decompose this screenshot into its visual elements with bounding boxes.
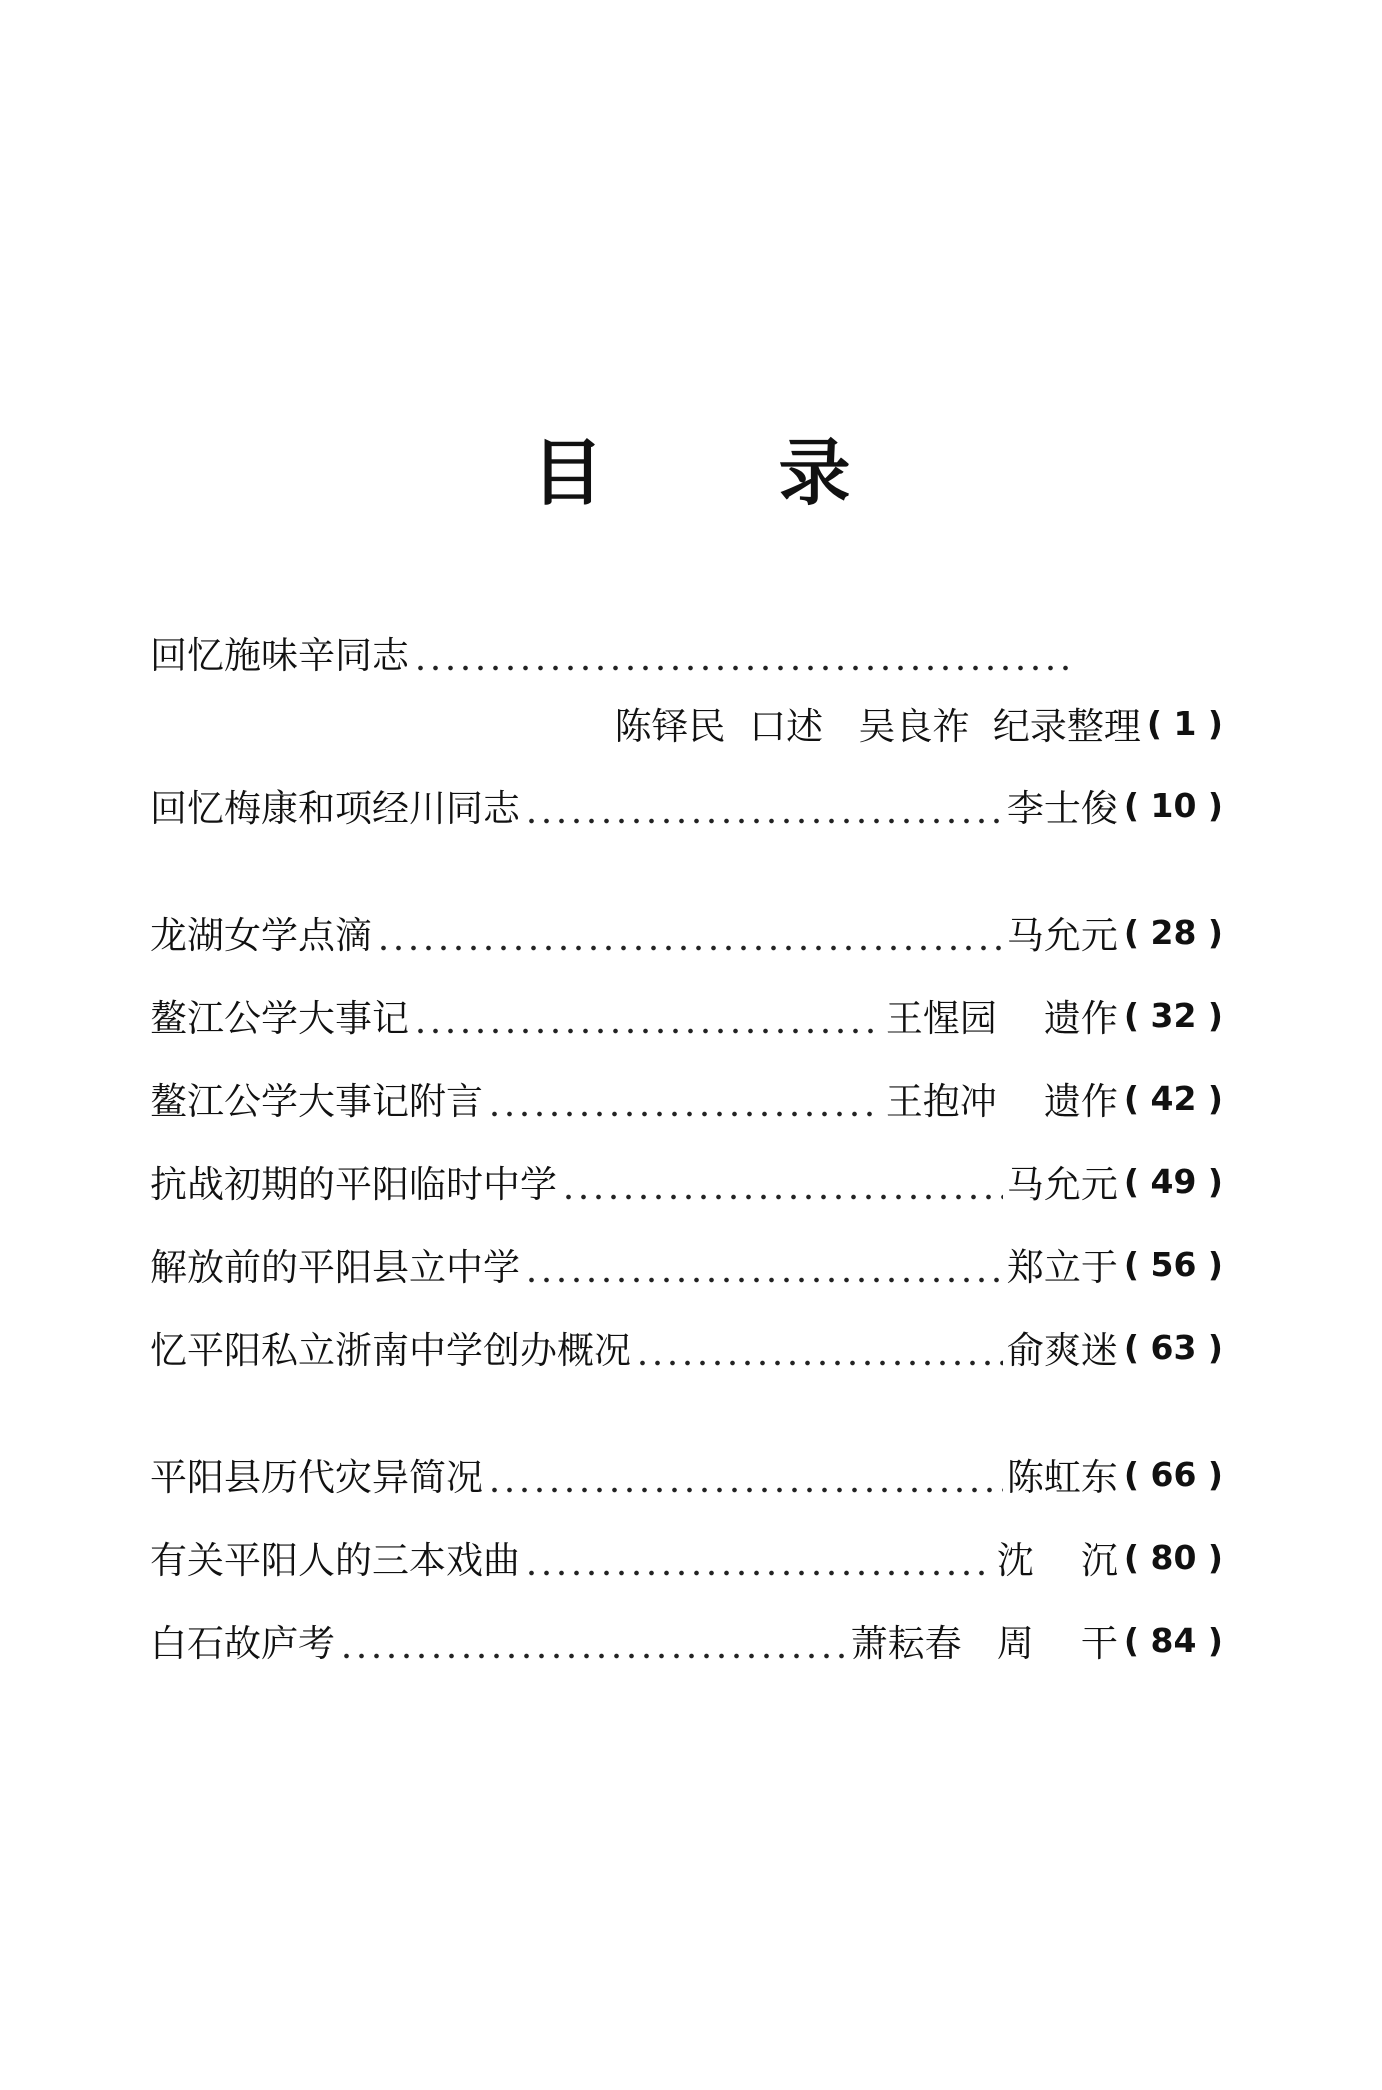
- toc-entry-8: [150, 1317, 1223, 1377]
- entry-page: ( 32 ): [1123, 995, 1223, 1035]
- entry-author: 李士俊: [1006, 787, 1118, 830]
- leader-dots: [524, 1246, 1003, 1283]
- entry-title: 抗战初期的平阳临时中学: [150, 1163, 557, 1206]
- leader-dots: [413, 634, 1073, 671]
- entry-author: 王抱冲 遗作: [885, 1080, 1118, 1123]
- entry-title: 解放前的平阳县立中学: [150, 1246, 520, 1289]
- entry-page: ( 56 ): [1123, 1244, 1223, 1284]
- toc-entry-2: [150, 775, 1223, 835]
- entry-page: ( 63 ): [1123, 1327, 1223, 1367]
- entry-title: 龙湖女学点滴: [150, 914, 372, 957]
- toc-entry-7: [150, 1234, 1223, 1294]
- entry-title: 忆平阳私立浙南中学创办概况: [150, 1329, 631, 1372]
- entry-page: ( 1 ): [1146, 703, 1223, 743]
- toc-entry-4: [150, 985, 1223, 1045]
- entry-author: 沈 沉: [996, 1539, 1118, 1582]
- leader-dots: [487, 1080, 882, 1117]
- leader-dots: [376, 914, 1003, 951]
- entry-title: 回忆施味辛同志: [150, 634, 409, 677]
- toc-entry-1-attribution: [150, 693, 1223, 753]
- entry-author: 陈铎民 口述 吴良祚 纪录整理: [614, 705, 1141, 748]
- entry-page: ( 42 ): [1123, 1078, 1223, 1118]
- title-char-2: 录: [778, 431, 851, 515]
- entry-author: 马允元: [1006, 914, 1118, 957]
- toc-entry-10: [150, 1527, 1223, 1587]
- leader-dots: [561, 1163, 1003, 1200]
- page-title: [0, 415, 1382, 519]
- entry-author: 王惺园 遗作: [885, 997, 1118, 1040]
- leader-dots: [487, 1456, 1003, 1493]
- entry-page: ( 28 ): [1123, 912, 1223, 952]
- leader-dots: [635, 1329, 1003, 1366]
- toc-entry-6: [150, 1151, 1223, 1211]
- entry-title: 鳌江公学大事记附言: [150, 1080, 483, 1123]
- leader-dots: [524, 787, 1003, 824]
- entry-title: 鳌江公学大事记: [150, 997, 409, 1040]
- entry-author: 郑立于: [1006, 1246, 1118, 1289]
- entry-author: 俞爽迷: [1006, 1329, 1118, 1372]
- leader-dots: [524, 1539, 993, 1576]
- entry-page: ( 66 ): [1123, 1454, 1223, 1494]
- toc-entry-1: [150, 622, 1223, 682]
- entry-title: 回忆梅康和项经川同志: [150, 787, 520, 830]
- toc-entry-3: [150, 902, 1223, 962]
- toc-entry-11: [150, 1610, 1223, 1670]
- leader-dots: [413, 997, 882, 1034]
- title-char-1: 目: [531, 431, 604, 515]
- entry-page: ( 84 ): [1123, 1620, 1223, 1660]
- leader-dots: [339, 1622, 847, 1659]
- entry-title: 有关平阳人的三本戏曲: [150, 1539, 520, 1582]
- entry-author: 萧耘春 周 干: [850, 1622, 1118, 1665]
- entry-page: ( 10 ): [1123, 785, 1223, 825]
- entry-author: 陈虹东: [1006, 1456, 1118, 1499]
- entry-author: 马允元: [1006, 1163, 1118, 1206]
- toc-entry-9: [150, 1444, 1223, 1504]
- entry-title: 平阳县历代灾异简况: [150, 1456, 483, 1499]
- entry-page: ( 80 ): [1123, 1537, 1223, 1577]
- toc-entry-5: [150, 1068, 1223, 1128]
- entry-page: ( 49 ): [1123, 1161, 1223, 1201]
- entry-title: 白石故庐考: [150, 1622, 335, 1665]
